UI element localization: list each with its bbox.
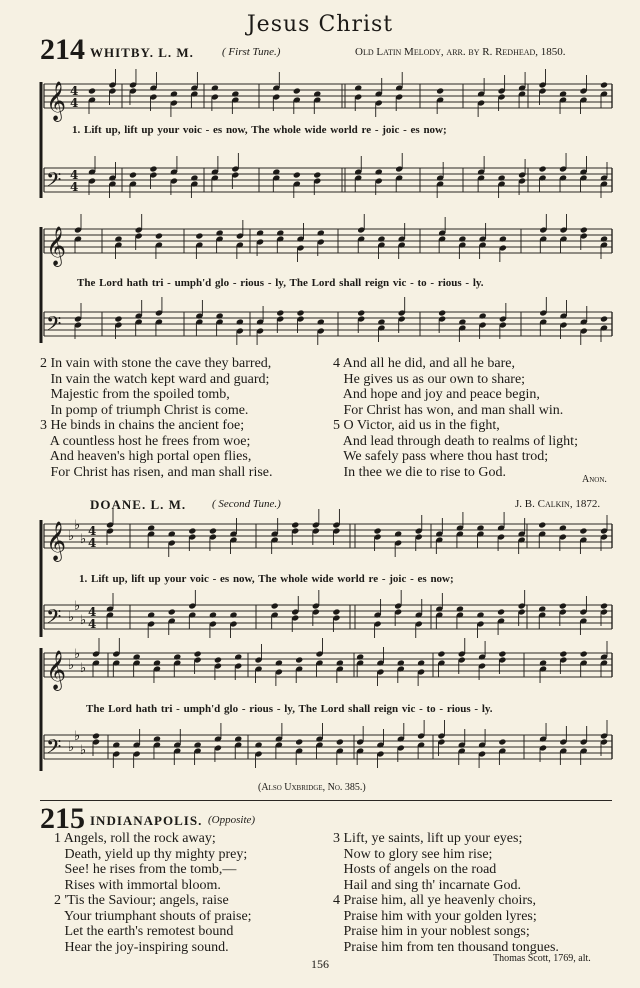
note-head — [559, 524, 567, 531]
note-head — [538, 521, 546, 528]
note-head — [271, 602, 279, 609]
tune-name-indianapolis: INDIANAPOLIS. — [90, 813, 203, 828]
note-head — [456, 605, 464, 612]
note-head — [256, 229, 264, 236]
note-head — [276, 229, 284, 236]
time-signature-top: 4 — [88, 524, 97, 538]
bass-clef-icon: 𝄢 — [46, 605, 62, 633]
flat-icon: ♭ — [80, 743, 87, 758]
flat-icon: ♭ — [74, 647, 81, 662]
time-signature-top: 4 — [70, 84, 79, 98]
note-head — [234, 735, 242, 742]
verse-214-3: 3 He binds in chains the ancient foe; A countless host he frees from woe; And heaven's high portal open flies, For Christ has risen, and man shall rise. — [40, 418, 273, 480]
note-head — [147, 611, 155, 618]
hymn-number-215: 215 — [40, 802, 85, 835]
note-head — [354, 84, 362, 91]
note-head — [153, 659, 161, 666]
note-head — [211, 84, 219, 91]
tune-name-whitby: WHITBY. L. M. — [90, 45, 194, 60]
note-head — [600, 602, 608, 609]
treble-clef-icon: 𝄞 — [46, 521, 67, 561]
note-head — [147, 524, 155, 531]
note-head — [170, 90, 178, 97]
note-head — [209, 611, 217, 618]
note-head — [497, 608, 505, 615]
bass-clef-icon: 𝄢 — [46, 735, 62, 763]
note-head — [92, 732, 100, 739]
note-head — [600, 81, 608, 88]
verse-215-1: 1 Angels, roll the rock away; Death, yield up thy mighty prey; See! he rises from the tomb,— Rises with immortal bloom. — [54, 831, 248, 893]
hymn-number-214: 214 — [40, 33, 85, 66]
time-signature-bottom: 4 — [88, 536, 97, 550]
note-head — [295, 656, 303, 663]
note-head — [129, 171, 137, 178]
note-head — [155, 232, 163, 239]
flat-icon: ♭ — [74, 518, 81, 533]
note-head — [272, 168, 280, 175]
flat-icon: ♭ — [74, 599, 81, 614]
note-head — [417, 659, 425, 666]
note-head — [336, 659, 344, 666]
note-head — [153, 735, 161, 742]
note-head — [276, 309, 284, 316]
lyrics-whitby-line-2: The Lord hath tri - umph'd glo - rious - ly, The Lord shall reign vic - to - rious - ly. — [77, 277, 484, 289]
note-head — [133, 653, 141, 660]
note-head — [437, 650, 445, 657]
note-head — [600, 315, 608, 322]
note-head — [88, 87, 96, 94]
note-head — [255, 741, 263, 748]
note-head — [194, 650, 202, 657]
verse-214-2: 2 In vain with stone the cave they barred, In vain the watch kept ward and guard; Majestic from the spoiled tomb, In pomp of triumph Christ is come. — [40, 356, 272, 418]
note-head — [357, 309, 365, 316]
note-head — [356, 653, 364, 660]
lyrics-doane-line-2: The Lord hath tri - umph'd glo - rious - ly, The Lord shall reign vic - to - rious - ly. — [86, 703, 493, 715]
flat-icon: ♭ — [68, 610, 75, 625]
section-title: Jesus Christ — [246, 12, 394, 37]
note-head — [149, 165, 157, 172]
treble-clef-icon: 𝄞 — [46, 226, 67, 266]
note-head — [332, 608, 340, 615]
note-head — [295, 738, 303, 745]
note-head — [234, 653, 242, 660]
note-head — [313, 171, 321, 178]
note-head — [377, 235, 385, 242]
note-head — [194, 741, 202, 748]
flat-icon: ♭ — [80, 661, 87, 676]
note-head — [559, 650, 567, 657]
page-number: 156 — [311, 957, 329, 971]
note-head — [559, 602, 567, 609]
note-head — [168, 608, 176, 615]
time-signature-bottom: 4 — [70, 96, 79, 110]
note-head — [476, 524, 484, 531]
note-head — [231, 90, 239, 97]
note-head — [438, 309, 446, 316]
note-head — [313, 90, 321, 97]
note-head — [377, 318, 385, 325]
note-head — [317, 318, 325, 325]
treble-clef-icon: 𝄞 — [46, 650, 67, 690]
time-signature-bottom: 4 — [88, 617, 97, 631]
verse-215-2: 2 'Tis the Saviour; angels, raise Your triumphant shouts of praise; Let the earth's remotest bound Hear the joy-inspiring sound. — [54, 893, 252, 955]
note-head — [579, 527, 587, 534]
note-head — [374, 527, 382, 534]
hymn-215-author: Thomas Scott, 1769, alt. — [493, 953, 591, 964]
note-head — [114, 315, 122, 322]
note-head — [293, 87, 301, 94]
note-head — [188, 527, 196, 534]
note-head — [114, 235, 122, 242]
flat-icon: ♭ — [80, 532, 87, 547]
verse-214-5: 5 O Victor, aid us in the fight, And lead through death to realms of light; We safely pass where thou hast trod; In thee we die to rise to God. — [333, 418, 578, 480]
note-head — [336, 738, 344, 745]
tune-credit-doane: J. B. Calkin, 1872. — [515, 498, 601, 510]
bass-clef-icon: 𝄢 — [46, 312, 62, 340]
flat-icon: ♭ — [68, 529, 75, 544]
note-head — [236, 318, 244, 325]
verse-215-4: 4 Praise him, all ye heavenly choirs, Praise him with your golden lyres; Praise him in your noblest songs; Praise him from ten thousand tongues. — [333, 893, 559, 955]
note-head — [293, 171, 301, 178]
note-head — [214, 656, 222, 663]
flat-icon: ♭ — [68, 740, 75, 755]
note-head — [498, 738, 506, 745]
note-head — [195, 232, 203, 239]
hymn-divider — [40, 800, 612, 801]
tune-name-doane: DOANE. L. M. — [90, 497, 187, 512]
verse-214-4: 4 And all he did, and all he bare, He gives us as our own to share; And hope and joy and peace begin, For Christ has won, and man shall win. — [333, 356, 564, 418]
flat-icon: ♭ — [68, 658, 75, 673]
note-head — [580, 226, 588, 233]
note-head — [476, 611, 484, 618]
tune-note-first: ( First Tune.) — [222, 46, 281, 58]
note-head — [394, 530, 402, 537]
note-head — [216, 229, 224, 236]
note-head — [397, 659, 405, 666]
note-head — [498, 174, 506, 181]
note-head — [112, 741, 120, 748]
time-signature-top: 4 — [88, 605, 97, 619]
note-head — [296, 309, 304, 316]
tune-note-opposite: (Opposite) — [208, 814, 256, 826]
also-uxbridge-note: (Also Uxbridge, No. 385.) — [258, 782, 366, 793]
lyrics-doane-line-1: 1. Lift up, lift up your voic - es now, The whole wide world re - joic - es now; — [79, 573, 454, 585]
note-head — [499, 235, 507, 242]
note-head — [375, 168, 383, 175]
time-signature-top: 4 — [70, 168, 79, 182]
bass-clef-icon: 𝄢 — [46, 168, 62, 196]
note-head — [291, 521, 299, 528]
note-head — [458, 318, 466, 325]
flat-icon: ♭ — [80, 613, 87, 628]
lyrics-whitby-line-1: 1. Lift up, lift up your voic - es now, The whole wide world re - joic - es now; — [72, 124, 447, 136]
tune-note-second: ( Second Tune.) — [212, 498, 281, 510]
note-head — [539, 165, 547, 172]
note-head — [458, 235, 466, 242]
note-head — [498, 650, 506, 657]
time-signature-bottom: 4 — [70, 180, 79, 194]
treble-clef-icon: 𝄞 — [46, 81, 67, 121]
note-head — [600, 235, 608, 242]
note-head — [559, 90, 567, 97]
note-head — [436, 87, 444, 94]
flat-icon: ♭ — [74, 729, 81, 744]
note-head — [479, 312, 487, 319]
note-head — [168, 530, 176, 537]
note-head — [209, 527, 217, 534]
note-head — [173, 653, 181, 660]
note-head — [317, 229, 325, 236]
note-head — [275, 659, 283, 666]
verses-author: Anon. — [582, 474, 607, 485]
note-head — [216, 312, 224, 319]
note-head — [580, 650, 588, 657]
note-head — [538, 605, 546, 612]
note-head — [229, 611, 237, 618]
verse-215-3: 3 Lift, ye saints, lift up your eyes; Now to glory see him rise; Hosts of angels on the road Hail and sing th' incarnate God. — [333, 831, 523, 893]
note-head — [190, 174, 198, 181]
note-head — [539, 659, 547, 666]
tune-credit-whitby: Old Latin Melody, arr. by R. Redhead, 1850. — [355, 46, 566, 58]
